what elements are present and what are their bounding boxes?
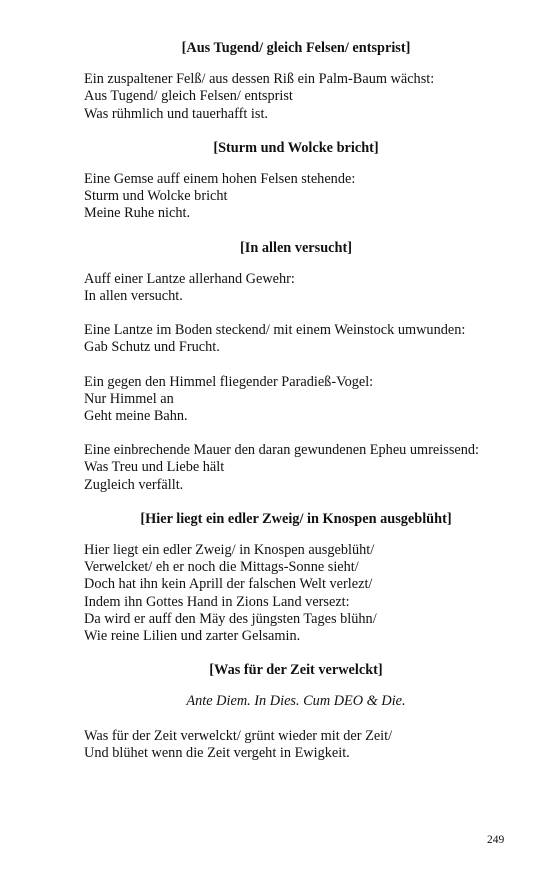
text-line: Zugleich verfällt. bbox=[84, 476, 184, 493]
section-in-allen-versucht bbox=[84, 240, 508, 494]
poem-line: Verwelcket/ eh er noch die Mittags-Sonne sieht/ bbox=[84, 559, 359, 576]
section-heading: [Sturm und Wolcke bricht] bbox=[213, 139, 379, 156]
text-line: Gab Schutz und Frucht. bbox=[84, 339, 220, 356]
section-heading: [Hier liegt ein edler Zweig/ in Knospen ausgeblüht] bbox=[140, 510, 452, 527]
text-line: Meine Ruhe nicht. bbox=[84, 205, 191, 222]
text-line: Eine einbrechende Mauer den daran gewundenen Epheu umreissend: bbox=[84, 442, 479, 459]
page-body bbox=[84, 40, 508, 779]
text-line: Was rühmlich und tauerhafft ist. bbox=[84, 105, 269, 122]
poem-line: Hier liegt ein edler Zweig/ in Knospen ausgeblüht/ bbox=[84, 542, 375, 559]
page-number: 249 bbox=[487, 834, 505, 846]
poem-line: Was für der Zeit verwelckt/ grünt wieder mit der Zeit/ bbox=[84, 727, 393, 744]
section-heading: [In allen versucht] bbox=[240, 239, 352, 256]
text-block bbox=[84, 322, 508, 356]
text-block bbox=[84, 374, 508, 426]
text-line: Sturm und Wolcke bricht bbox=[84, 188, 228, 205]
section-aus-tugend bbox=[84, 40, 508, 123]
section-was-fuer-der-zeit bbox=[84, 662, 508, 762]
poem-line: Und blühet wenn die Zeit vergeht in Ewigkeit. bbox=[84, 744, 350, 761]
text-block bbox=[84, 71, 508, 123]
poem-line: Doch hat ihn kein Aprill der falschen Welt verlezt/ bbox=[84, 576, 373, 593]
text-line: Eine Gemse auff einem hohen Felsen stehende: bbox=[84, 171, 356, 188]
text-block bbox=[84, 171, 508, 223]
text-line: Ein gegen den Himmel fliegender Paradieß-Vogel: bbox=[84, 373, 374, 390]
text-line: Eine Lantze im Boden steckend/ mit einem Weinstock umwunden: bbox=[84, 322, 466, 339]
poem-block bbox=[84, 542, 508, 645]
text-line: In allen versucht. bbox=[84, 288, 183, 305]
section-heading: [Was für der Zeit verwelckt] bbox=[209, 662, 383, 679]
latin-motto: Ante Diem. In Dies. Cum DEO & Die. bbox=[186, 693, 406, 710]
section-sturm-und-wolcke bbox=[84, 140, 508, 223]
poem-line: Wie reine Lilien und zarter Gelsamin. bbox=[84, 628, 301, 645]
poem-line: Indem ihn Gottes Hand in Zions Land versezt: bbox=[84, 593, 350, 610]
text-line: Ein zuspaltener Felß/ aus dessen Riß ein Palm-Baum wächst: bbox=[84, 71, 435, 88]
section-hier-liegt bbox=[84, 511, 508, 645]
text-line: Nur Himmel an bbox=[84, 390, 174, 407]
section-heading: [Aus Tugend/ gleich Felsen/ entsprist] bbox=[181, 40, 411, 56]
poem-line: Da wird er auff den Mäy des jüngsten Tages blühn/ bbox=[84, 610, 377, 627]
poem-block bbox=[84, 728, 508, 762]
text-line: Aus Tugend/ gleich Felsen/ entsprist bbox=[84, 88, 293, 105]
text-block bbox=[84, 271, 508, 305]
text-line: Auff einer Lantze allerhand Gewehr: bbox=[84, 270, 295, 287]
text-line: Geht meine Bahn. bbox=[84, 408, 188, 425]
text-block bbox=[84, 442, 508, 494]
text-line: Was Treu und Liebe hält bbox=[84, 459, 225, 476]
